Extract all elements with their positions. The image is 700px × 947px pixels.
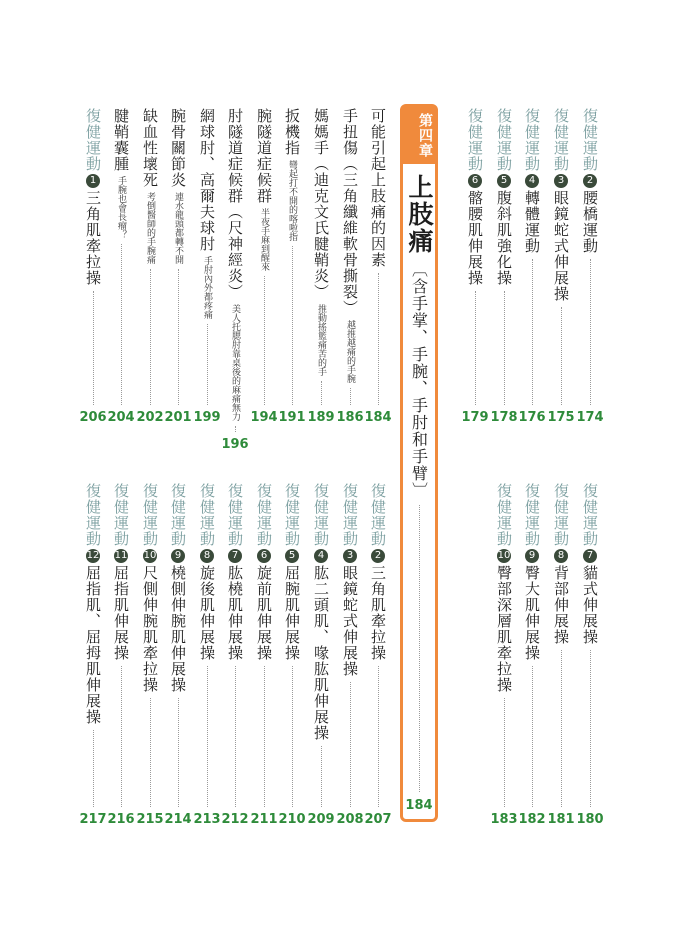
leader-dots xyxy=(121,666,122,807)
toc-entry[interactable] xyxy=(578,108,602,426)
toc-entry[interactable] xyxy=(166,108,190,426)
page-number: 215 xyxy=(136,812,164,827)
leader-dots xyxy=(321,381,322,405)
entry-title: 缺血性壞死 xyxy=(141,108,159,188)
chapter-four-banner[interactable] xyxy=(400,104,438,822)
leader-dots xyxy=(178,269,179,405)
leader-dots xyxy=(264,276,265,405)
exercise-number-badge: 10 xyxy=(497,550,511,561)
page-number: 182 xyxy=(518,812,546,827)
exercise-number-badge: 3 xyxy=(343,549,357,563)
leader-dots xyxy=(235,666,236,807)
entry-title: 肘隧道症候群（尺神經炎） xyxy=(226,108,244,300)
toc-entry[interactable] xyxy=(578,483,602,828)
entry-title: 扳機指 xyxy=(283,108,301,156)
entry-prefix: 復健運動 xyxy=(581,483,599,547)
page-number: 206 xyxy=(79,410,107,425)
leader-dots xyxy=(207,324,208,405)
entry-prefix: 復健運動 xyxy=(226,483,244,547)
exercise-number-badge: 12 xyxy=(86,550,100,561)
entry-prefix: 復健運動 xyxy=(341,483,359,547)
entry-title: 腱鞘囊腫 xyxy=(112,108,130,172)
page-number: 178 xyxy=(490,410,518,425)
entry-prefix: 復健運動 xyxy=(169,483,187,547)
entry-title: 三角肌牽拉操 xyxy=(369,565,387,661)
toc-entry[interactable] xyxy=(195,108,219,426)
toc-entry[interactable] xyxy=(252,108,276,426)
leader-dots xyxy=(150,269,151,405)
toc-entry[interactable] xyxy=(81,483,105,828)
entry-prefix: 復健運動 xyxy=(198,483,216,547)
entry-prefix: 復健運動 xyxy=(495,483,513,547)
toc-entry[interactable] xyxy=(252,483,276,828)
page-number: 180 xyxy=(576,812,604,827)
leader-dots xyxy=(264,666,265,807)
entry-title: 媽媽手（迪克文氏腱鞘炎） xyxy=(312,108,330,300)
leader-dots xyxy=(532,666,533,807)
leader-dots xyxy=(93,291,94,405)
chapter-label: 第四章 xyxy=(403,107,435,164)
exercise-number-badge: 4 xyxy=(314,549,328,563)
entry-prefix: 復健運動 xyxy=(84,483,102,547)
page-number: 189 xyxy=(307,410,335,425)
exercise-number-badge: 11 xyxy=(114,550,128,561)
leader-dots xyxy=(207,666,208,807)
toc-entry[interactable] xyxy=(309,108,333,426)
entry-prefix: 復健運動 xyxy=(283,483,301,547)
page-number: 184 xyxy=(405,798,433,813)
entry-title: 旋前肌伸展操 xyxy=(255,565,273,661)
toc-entry[interactable] xyxy=(520,483,544,828)
toc-entry[interactable] xyxy=(280,483,304,828)
toc-entry[interactable] xyxy=(109,483,133,828)
toc-entry[interactable] xyxy=(109,108,133,426)
exercise-number-badge: 8 xyxy=(200,549,214,563)
leader-dots xyxy=(590,650,591,807)
toc-entry[interactable] xyxy=(520,108,544,426)
page-number: 181 xyxy=(547,812,575,827)
leader-dots xyxy=(561,307,562,405)
page-number: 210 xyxy=(278,812,306,827)
toc-entry[interactable] xyxy=(195,483,219,828)
exercise-number-badge: 1 xyxy=(86,174,100,188)
page-number: 201 xyxy=(164,410,192,425)
page-number: 211 xyxy=(250,812,278,827)
entry-title: 橈側伸腕肌伸展操 xyxy=(169,565,187,693)
entry-subtitle: 手腕也會長瘤？ xyxy=(116,176,126,239)
page-number: 216 xyxy=(107,812,135,827)
page-number: 191 xyxy=(278,410,306,425)
exercise-number-badge: 2 xyxy=(371,549,385,563)
entry-title: 屈指肌、屈拇肌伸展操 xyxy=(84,565,102,725)
entry-title: 背部伸展操 xyxy=(552,565,570,645)
entry-prefix: 復健運動 xyxy=(255,483,273,547)
page-number: 186 xyxy=(336,410,364,425)
entry-title: 肱橈肌伸展操 xyxy=(226,565,244,661)
toc-entry[interactable] xyxy=(463,108,487,426)
page-number: 175 xyxy=(547,410,575,425)
page-number: 207 xyxy=(364,812,392,827)
toc-entry[interactable] xyxy=(492,108,516,426)
exercise-number-badge: 4 xyxy=(525,174,539,188)
entry-prefix: 復健運動 xyxy=(112,483,130,547)
entry-subtitle: 越推越痛的手腕 xyxy=(345,320,355,383)
entry-title: 肱二頭肌、喙肱肌伸展操 xyxy=(312,565,330,741)
exercise-number-badge: 7 xyxy=(583,549,597,563)
page-number: 212 xyxy=(221,812,249,827)
page-number: 204 xyxy=(107,410,135,425)
entry-subtitle: 彎起打不開的喀啦指 xyxy=(287,160,297,241)
entry-title: 腕骨關節炎 xyxy=(169,108,187,188)
entry-prefix: 復健運動 xyxy=(495,108,513,172)
exercise-number-badge: 9 xyxy=(171,549,185,563)
page-number: 176 xyxy=(518,410,546,425)
entry-title: 臀大肌伸展操 xyxy=(523,565,541,661)
entry-title: 眼鏡蛇式伸展操 xyxy=(341,565,359,677)
page-number: 183 xyxy=(490,812,518,827)
entry-subtitle: 連水龍頭都轉不開 xyxy=(173,192,183,264)
leader-dots xyxy=(504,698,505,807)
page-number: 199 xyxy=(193,410,221,425)
entry-title: 尺側伸腕肌牽拉操 xyxy=(141,565,159,693)
entry-prefix: 復健運動 xyxy=(552,483,570,547)
exercise-number-badge: 7 xyxy=(228,549,242,563)
toc-entry[interactable] xyxy=(549,483,573,828)
toc-entry[interactable] xyxy=(366,108,390,426)
leader-dots xyxy=(419,505,420,792)
exercise-number-badge: 10 xyxy=(143,550,157,561)
entry-title: 臀部深層肌牽拉操 xyxy=(495,565,513,693)
leader-dots xyxy=(321,746,322,807)
exercise-number-badge: 6 xyxy=(257,549,271,563)
entry-prefix: 復健運動 xyxy=(312,483,330,547)
entry-prefix: 復健運動 xyxy=(84,108,102,172)
toc-entry[interactable] xyxy=(166,483,190,828)
page-number: 194 xyxy=(250,410,278,425)
toc-entry[interactable] xyxy=(366,483,390,828)
exercise-number-badge: 5 xyxy=(497,174,511,188)
leader-dots xyxy=(504,291,505,405)
page-number: 184 xyxy=(364,410,392,425)
entry-title: 手扭傷（三角纖維軟骨撕裂） xyxy=(341,108,359,316)
leader-dots xyxy=(292,666,293,807)
entry-subtitle: 半夜手麻到醒來 xyxy=(259,208,269,271)
entry-prefix: 復健運動 xyxy=(581,108,599,172)
leader-dots xyxy=(532,259,533,405)
toc-entry[interactable] xyxy=(221,108,249,452)
leader-dots xyxy=(350,682,351,807)
entry-title: 腰橋運動 xyxy=(581,190,599,254)
entry-prefix: 復健運動 xyxy=(141,483,159,547)
exercise-number-badge: 3 xyxy=(554,174,568,188)
entry-subtitle: 美人托腮肘靠桌後的麻痛無力 xyxy=(230,304,240,421)
toc-entry[interactable] xyxy=(549,108,573,426)
entry-title: 屈指肌伸展操 xyxy=(112,565,130,661)
entry-title: 髂腰肌伸展操 xyxy=(466,190,484,286)
exercise-number-badge: 9 xyxy=(525,549,539,563)
page-number: 179 xyxy=(461,410,489,425)
toc-entry[interactable] xyxy=(81,108,105,426)
toc-entry[interactable] xyxy=(492,483,516,828)
toc-entry[interactable] xyxy=(280,108,304,426)
entry-title: 可能引起上肢痛的因素 xyxy=(369,108,387,268)
entry-title: 眼鏡蛇式伸展操 xyxy=(552,190,570,302)
entry-title: 屈腕肌伸展操 xyxy=(283,565,301,661)
entry-title: 腕隧道症候群 xyxy=(255,108,273,204)
toc-entry[interactable] xyxy=(338,108,362,426)
leader-dots xyxy=(150,698,151,807)
entry-title: 腹斜肌強化操 xyxy=(495,190,513,286)
entry-subtitle: 手肘內外都疼痛 xyxy=(202,256,212,319)
entry-title: 貓式伸展操 xyxy=(581,565,599,645)
leader-dots xyxy=(292,246,293,405)
leader-dots xyxy=(121,244,122,405)
exercise-number-badge: 5 xyxy=(285,549,299,563)
page-number: 209 xyxy=(307,812,335,827)
exercise-number-badge: 2 xyxy=(583,174,597,188)
entry-title: 三角肌牽拉操 xyxy=(84,190,102,286)
leader-dots xyxy=(590,259,591,405)
entry-prefix: 復健運動 xyxy=(369,483,387,547)
leader-dots xyxy=(378,273,379,405)
entry-title: 轉體運動 xyxy=(523,190,541,254)
toc-entry[interactable] xyxy=(338,483,362,828)
leader-dots xyxy=(93,730,94,807)
entry-prefix: 復健運動 xyxy=(552,108,570,172)
leader-dots xyxy=(235,426,236,432)
page-number: 217 xyxy=(79,812,107,827)
toc-entry[interactable] xyxy=(223,483,247,828)
entry-prefix: 復健運動 xyxy=(523,483,541,547)
page-number: 202 xyxy=(136,410,164,425)
chapter-title: 上肢痛 xyxy=(405,174,434,255)
page-number: 213 xyxy=(193,812,221,827)
chapter-subtitle: 〔含手掌、手腕、手肘和手臂〕 xyxy=(409,261,429,499)
page-number: 174 xyxy=(576,410,604,425)
page-number: 208 xyxy=(336,812,364,827)
leader-dots xyxy=(350,388,351,405)
leader-dots xyxy=(178,698,179,807)
leader-dots xyxy=(475,291,476,405)
leader-dots xyxy=(378,666,379,807)
toc-entry[interactable] xyxy=(309,483,333,828)
exercise-number-badge: 8 xyxy=(554,549,568,563)
entry-prefix: 復健運動 xyxy=(466,108,484,172)
exercise-number-badge: 6 xyxy=(468,174,482,188)
entry-title: 旋後肌伸展操 xyxy=(198,565,216,661)
entry-subtitle: 考倒醫師的手腕痛 xyxy=(145,192,155,264)
leader-dots xyxy=(561,650,562,807)
page-number: 214 xyxy=(164,812,192,827)
toc-entry[interactable] xyxy=(138,483,162,828)
entry-subtitle: 推動搖籃痛苦的手 xyxy=(316,304,326,376)
toc-entry[interactable] xyxy=(138,108,162,426)
entry-prefix: 復健運動 xyxy=(523,108,541,172)
entry-title: 網球肘、高爾夫球肘 xyxy=(198,108,216,252)
page-number: 196 xyxy=(221,437,249,452)
